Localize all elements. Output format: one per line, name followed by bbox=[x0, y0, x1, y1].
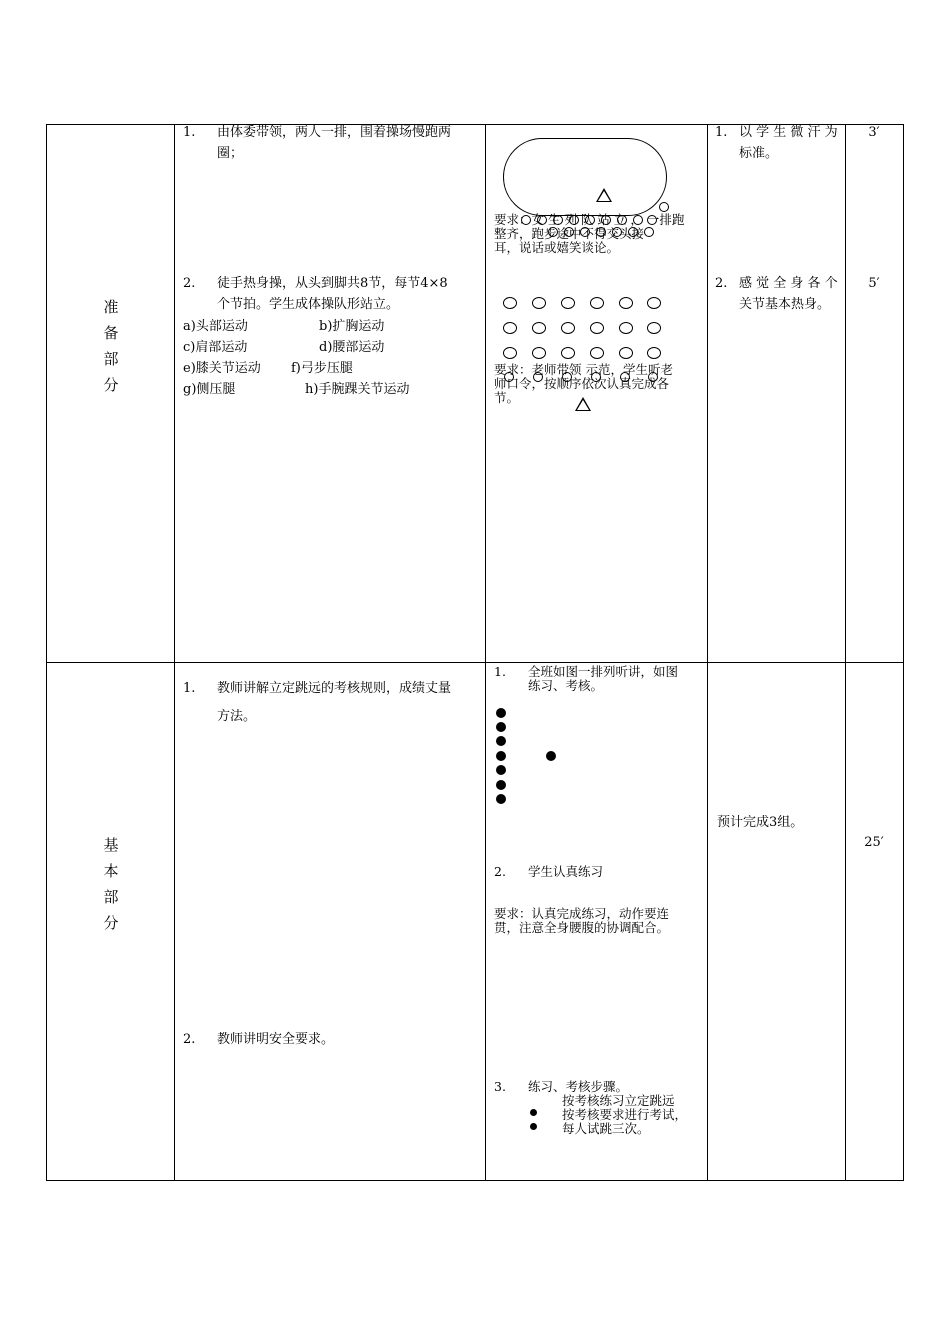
exercise-row: c)肩部运动 d)腰部运动 bbox=[183, 340, 385, 355]
student-circle-icon bbox=[532, 297, 546, 309]
student-circle-icon bbox=[619, 322, 633, 334]
row-divider bbox=[47, 662, 903, 663]
exercise-row: a)头部运动 b)扩胸运动 bbox=[183, 319, 385, 334]
prep-org-requirement-1: 要求：女 生 列 队 站 立 ， 一排跑 整齐，跑步途中不得交头接 耳，说话或嬉笑谈论。 bbox=[494, 212, 685, 255]
student-circle-icon bbox=[503, 347, 517, 359]
prep-time-1: 3′ bbox=[868, 125, 880, 140]
student-dot-icon bbox=[496, 722, 506, 732]
teacher-dot-icon bbox=[546, 751, 556, 761]
student-circle-icon bbox=[569, 215, 579, 225]
step-bullet: 按考核要求进行考试， bbox=[494, 1108, 706, 1122]
student-circle-icon bbox=[619, 347, 633, 359]
student-dot-icon bbox=[496, 794, 506, 804]
student-circle-icon bbox=[521, 215, 531, 225]
student-circle-icon bbox=[532, 322, 546, 334]
bullet-icon bbox=[530, 1109, 537, 1116]
student-circle-icon bbox=[596, 227, 606, 237]
column-divider bbox=[485, 125, 486, 1180]
student-circle-icon bbox=[612, 227, 622, 237]
student-circle-icon bbox=[503, 297, 517, 309]
student-dot-icon bbox=[496, 751, 506, 761]
student-circle-icon bbox=[620, 372, 630, 382]
student-circle-icon bbox=[504, 372, 514, 382]
basic-content-item-1: 1. 教师讲解立定跳远的考核规则，成绩丈量 方法。 bbox=[183, 681, 452, 724]
exercise-list bbox=[183, 316, 483, 400]
student-circle-icon bbox=[553, 215, 563, 225]
student-circle-icon bbox=[585, 215, 595, 225]
student-circle-icon bbox=[659, 202, 669, 212]
basic-org-requirement: 要求：认真完成练习，动作要连 贯，注意全身腰腹的协调配合。 bbox=[494, 906, 670, 935]
student-circle-icon bbox=[537, 215, 547, 225]
student-circle-icon bbox=[561, 347, 575, 359]
student-circle-icon bbox=[619, 297, 633, 309]
student-circle-icon bbox=[561, 297, 575, 309]
student-circle-icon bbox=[633, 215, 643, 225]
prep-goal-2: 2. 感 觉 全 身 各 个 关节基本热身。 bbox=[715, 276, 838, 312]
student-dot-icon bbox=[496, 708, 506, 718]
student-circle-icon bbox=[647, 215, 657, 225]
section-label-basic: 基 本 部 分 bbox=[103, 836, 119, 932]
prep-org-requirement-2: 要求：老师带领 示范，学生听老 师口令，按顺序依次认真完成各 节。 bbox=[494, 362, 673, 405]
prep-goal-1: 1. 以 学 生 微 汗 为 标准。 bbox=[715, 125, 838, 161]
student-circle-icon bbox=[580, 227, 590, 237]
running-track-diagram bbox=[503, 138, 667, 216]
student-circle-icon bbox=[590, 322, 604, 334]
basic-content-item-2: 2. 教师讲明安全要求。 bbox=[183, 1032, 335, 1047]
student-circle-icon bbox=[564, 227, 574, 237]
student-circle-icon bbox=[503, 322, 517, 334]
student-dot-icon bbox=[496, 736, 506, 746]
prep-content-item-2: 2. 徒手热身操，从头到脚共8节，每节4×8 个节拍。学生成体操队形站立。 bbox=[183, 276, 448, 312]
step-bullet: 按考核练习立定跳远 bbox=[494, 1094, 706, 1108]
prep-content-item-1: 1. 由体委带领，两人一排，围着操场慢跑两 圈； bbox=[183, 125, 452, 161]
basic-goal: 预计完成3组。 bbox=[717, 815, 804, 830]
student-circle-icon bbox=[590, 297, 604, 309]
student-circle-icon bbox=[561, 322, 575, 334]
student-circle-icon bbox=[617, 215, 627, 225]
student-circle-icon bbox=[601, 215, 611, 225]
student-circle-icon bbox=[548, 227, 558, 237]
bullet-icon bbox=[530, 1123, 537, 1130]
student-circle-icon bbox=[591, 372, 601, 382]
basic-time: 25′ bbox=[864, 835, 884, 850]
student-circle-icon bbox=[648, 372, 658, 382]
lesson-plan-table bbox=[46, 124, 904, 1181]
student-circle-icon bbox=[562, 372, 572, 382]
column-divider bbox=[707, 125, 708, 1180]
section-label-prep: 准 备 部 分 bbox=[103, 298, 119, 394]
student-circle-icon bbox=[628, 227, 638, 237]
prep-time-2: 5′ bbox=[868, 276, 880, 291]
exercise-row: g)侧压腿 h)手腕踝关节运动 bbox=[183, 382, 410, 397]
basic-org-item-2: 2. 学生认真练习 bbox=[494, 864, 604, 879]
student-dot-icon bbox=[496, 765, 506, 775]
column-divider bbox=[174, 125, 175, 1180]
student-dot-icon bbox=[496, 780, 506, 790]
student-circle-icon bbox=[532, 347, 546, 359]
basic-org-item-3: 3. 练习、考核步骤。 按考核练习立定跳远 按考核要求进行考试， 每人试跳三次。 bbox=[494, 1080, 706, 1136]
student-circle-icon bbox=[533, 372, 543, 382]
student-circle-icon bbox=[590, 347, 604, 359]
student-circle-icon bbox=[644, 227, 654, 237]
basic-org-item-1: 1. 全班如图一排列听讲，如图 练习、考核。 bbox=[494, 664, 679, 693]
exercise-row: e)膝关节运动 f)弓步压腿 bbox=[183, 361, 353, 376]
student-circle-icon bbox=[647, 322, 661, 334]
student-circle-icon bbox=[647, 297, 661, 309]
student-circle-icon bbox=[647, 347, 661, 359]
